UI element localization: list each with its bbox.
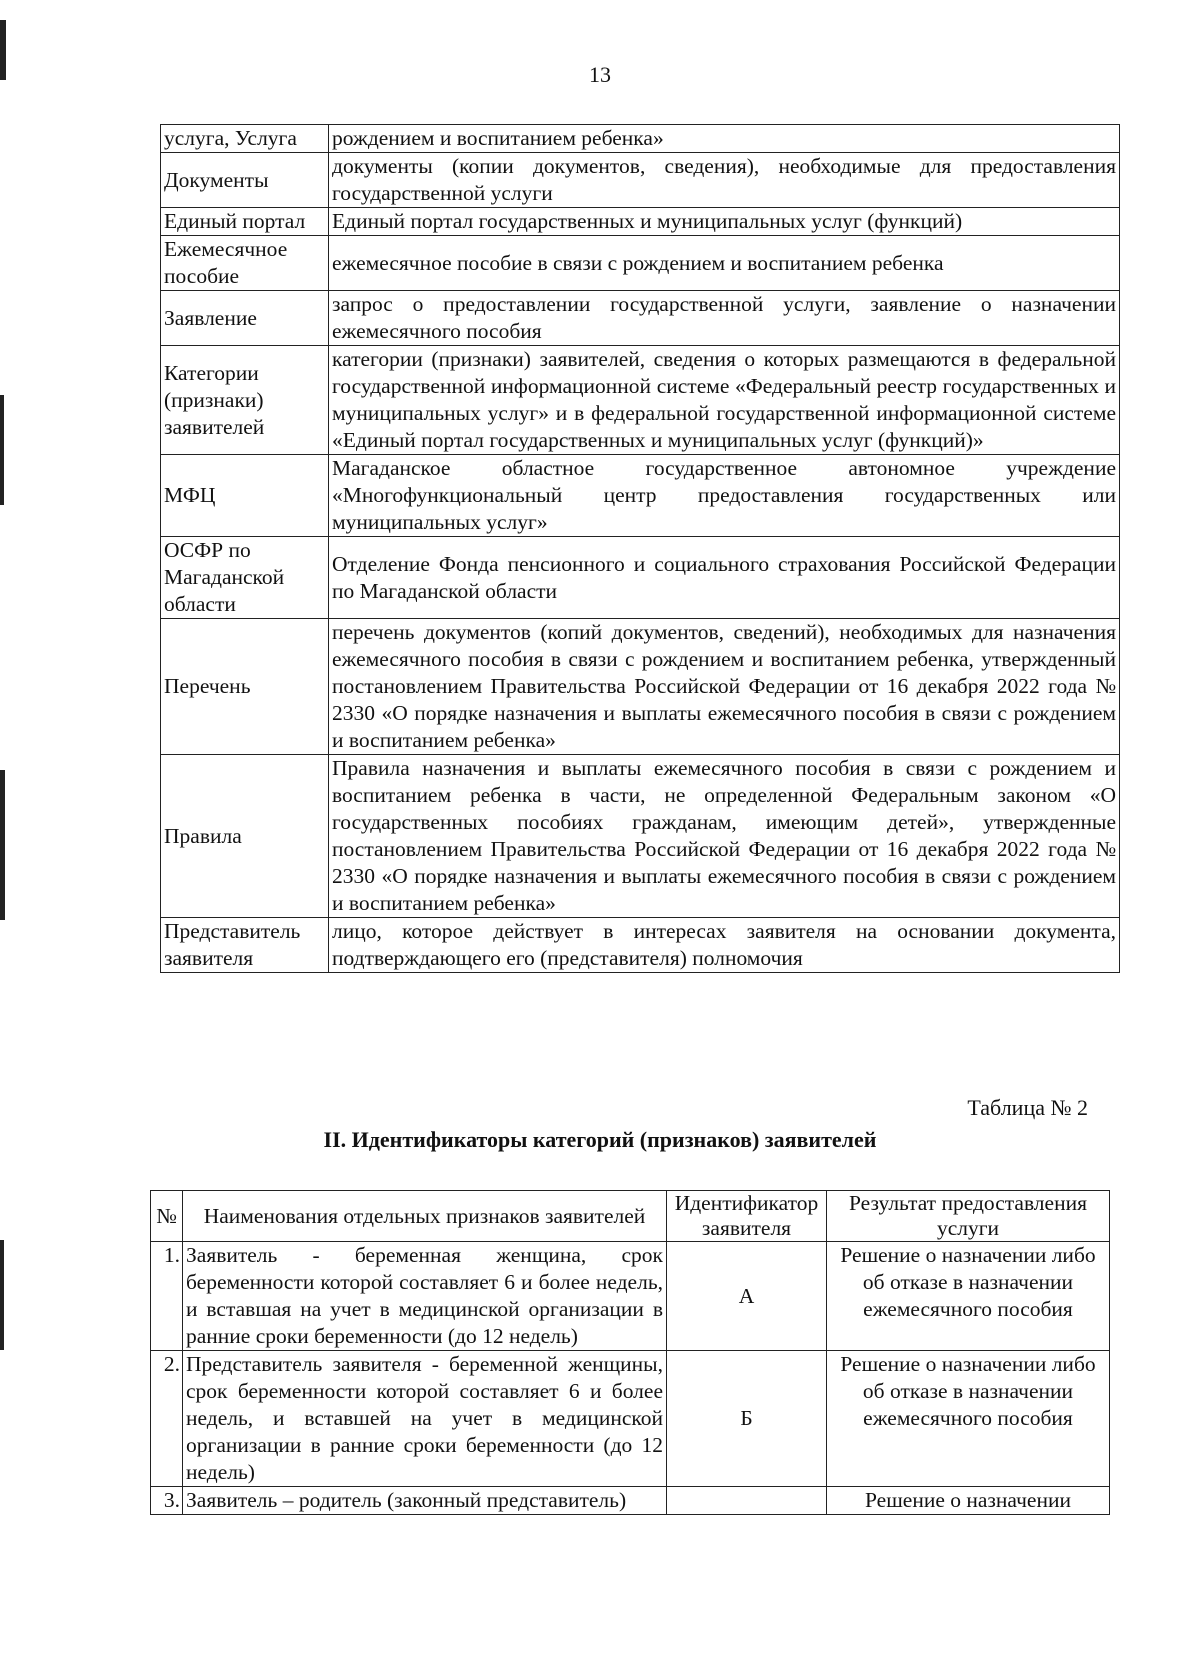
definition-description: Магаданское областное государственное автономное учреждение «Многофункциональный центр предоставления государственных или муниципальных услуг» — [329, 455, 1120, 537]
identifier-name-cell: Заявитель - беременная женщина, срок беременности которой составляет 6 и более недель, и вставшая на учет в медицинской организации в ранние сроки беременности (до 12 недель) — [183, 1242, 667, 1351]
definition-row — [161, 291, 1120, 346]
definitions-table — [160, 124, 1120, 973]
identifier-num-cell: 2. — [151, 1351, 183, 1487]
definition-description: Отделение Фонда пенсионного и социального страхования Российской Федерации по Магаданской области — [329, 537, 1120, 619]
identifiers-table — [150, 1190, 1110, 1515]
identifier-result-cell: Решение о назначении — [827, 1487, 1110, 1515]
definition-term: Категории (признаки) заявителей — [161, 346, 329, 455]
definition-term: Документы — [161, 153, 329, 208]
definition-row — [161, 455, 1120, 537]
definition-description: рождением и воспитанием ребенка» — [329, 125, 1120, 153]
identifiers-header-row — [151, 1191, 1110, 1242]
identifier-ident-cell: А — [667, 1242, 827, 1351]
identifier-name-cell: Заявитель – родитель (законный представитель) — [183, 1487, 667, 1515]
scan-edge-mark — [0, 1240, 4, 1350]
identifier-result-cell: Решение о назначении либо об отказе в назначении ежемесячного пособия — [827, 1242, 1110, 1351]
definition-row — [161, 346, 1120, 455]
definition-term: Единый портал — [161, 208, 329, 236]
definition-term: ОСФР по Магаданской области — [161, 537, 329, 619]
identifier-num-cell: 3. — [151, 1487, 183, 1515]
definition-description: лицо, которое действует в интересах заявителя на основании документа, подтверждающего его (представителя) полномочия — [329, 918, 1120, 973]
identifier-num-cell: 1. — [151, 1242, 183, 1351]
identifier-name-cell: Представитель заявителя - беременной женщины, срок беременности которой составляет 6 и более недель, и вставшей на учет в медицинской организации в ранние сроки беременности (до 12 недель) — [183, 1351, 667, 1487]
page-number: 13 — [589, 62, 611, 87]
header-name: Наименования отдельных признаков заявителей — [183, 1191, 667, 1242]
definition-row — [161, 125, 1120, 153]
header-num: № — [151, 1191, 183, 1242]
definition-term: Правила — [161, 755, 329, 918]
definition-description: документы (копии документов, сведения), необходимые для предоставления государственной услуги — [329, 153, 1120, 208]
definition-row — [161, 236, 1120, 291]
definition-description: Единый портал государственных и муниципальных услуг (функций) — [329, 208, 1120, 236]
definition-row — [161, 537, 1120, 619]
definition-row — [161, 755, 1120, 918]
identifier-ident-cell: Б — [667, 1351, 827, 1487]
header-result: Результат предоставления услуги — [827, 1191, 1110, 1242]
identifier-row — [151, 1487, 1110, 1515]
definition-description: Правила назначения и выплаты ежемесячного пособия в связи с рождением и воспитанием ребенка в части, не определенной Федеральным законом «О государственных пособиях гражданам, имеющим детей», утвержденные постановлением Правительства Российской Федерации от 16 декабря 2022 года № 2330 «О порядке назначения и выплаты ежемесячного пособия в связи с рождением и воспитанием ребенка» — [329, 755, 1120, 918]
section-title: II. Идентификаторы категорий (признаков) заявителей — [323, 1127, 877, 1152]
header-id: Идентификатор заявителя — [667, 1191, 827, 1242]
scan-edge-mark — [0, 395, 4, 505]
definition-term: Ежемесячное пособие — [161, 236, 329, 291]
definition-term: Представитель заявителя — [161, 918, 329, 973]
definition-description: запрос о предоставлении государственной услуги, заявление о назначении ежемесячного пособия — [329, 291, 1120, 346]
definition-row — [161, 153, 1120, 208]
definition-row — [161, 918, 1120, 973]
table-caption: Таблица № 2 — [967, 1095, 1088, 1120]
identifier-row — [151, 1242, 1110, 1351]
definition-description: перечень документов (копий документов, сведений), необходимых для назначения ежемесячного пособия в связи с рождением и воспитанием ребенка, утвержденный постановлением Правительства Российской Федерации от 16 декабря 2022 года № 2330 «О порядке назначения и выплаты ежемесячного пособия в связи с рождением и воспитанием ребенка» — [329, 619, 1120, 755]
definition-term: МФЦ — [161, 455, 329, 537]
definition-term: Заявление — [161, 291, 329, 346]
scan-edge-mark — [0, 770, 5, 920]
identifier-row — [151, 1351, 1110, 1487]
definition-description: категории (признаки) заявителей, сведения о которых размещаются в федеральной государственной информационной системе «Федеральный реестр государственных и муниципальных услуг» и в федеральной государственной информационной системе «Единый портал государственных и муниципальных услуг (функций)» — [329, 346, 1120, 455]
definition-term: услуга, Услуга — [161, 125, 329, 153]
identifier-result-cell: Решение о назначении либо об отказе в назначении ежемесячного пособия — [827, 1351, 1110, 1487]
definition-description: ежемесячное пособие в связи с рождением и воспитанием ребенка — [329, 236, 1120, 291]
definition-term: Перечень — [161, 619, 329, 755]
identifier-ident-cell — [667, 1487, 827, 1515]
definition-row — [161, 619, 1120, 755]
definition-row — [161, 208, 1120, 236]
